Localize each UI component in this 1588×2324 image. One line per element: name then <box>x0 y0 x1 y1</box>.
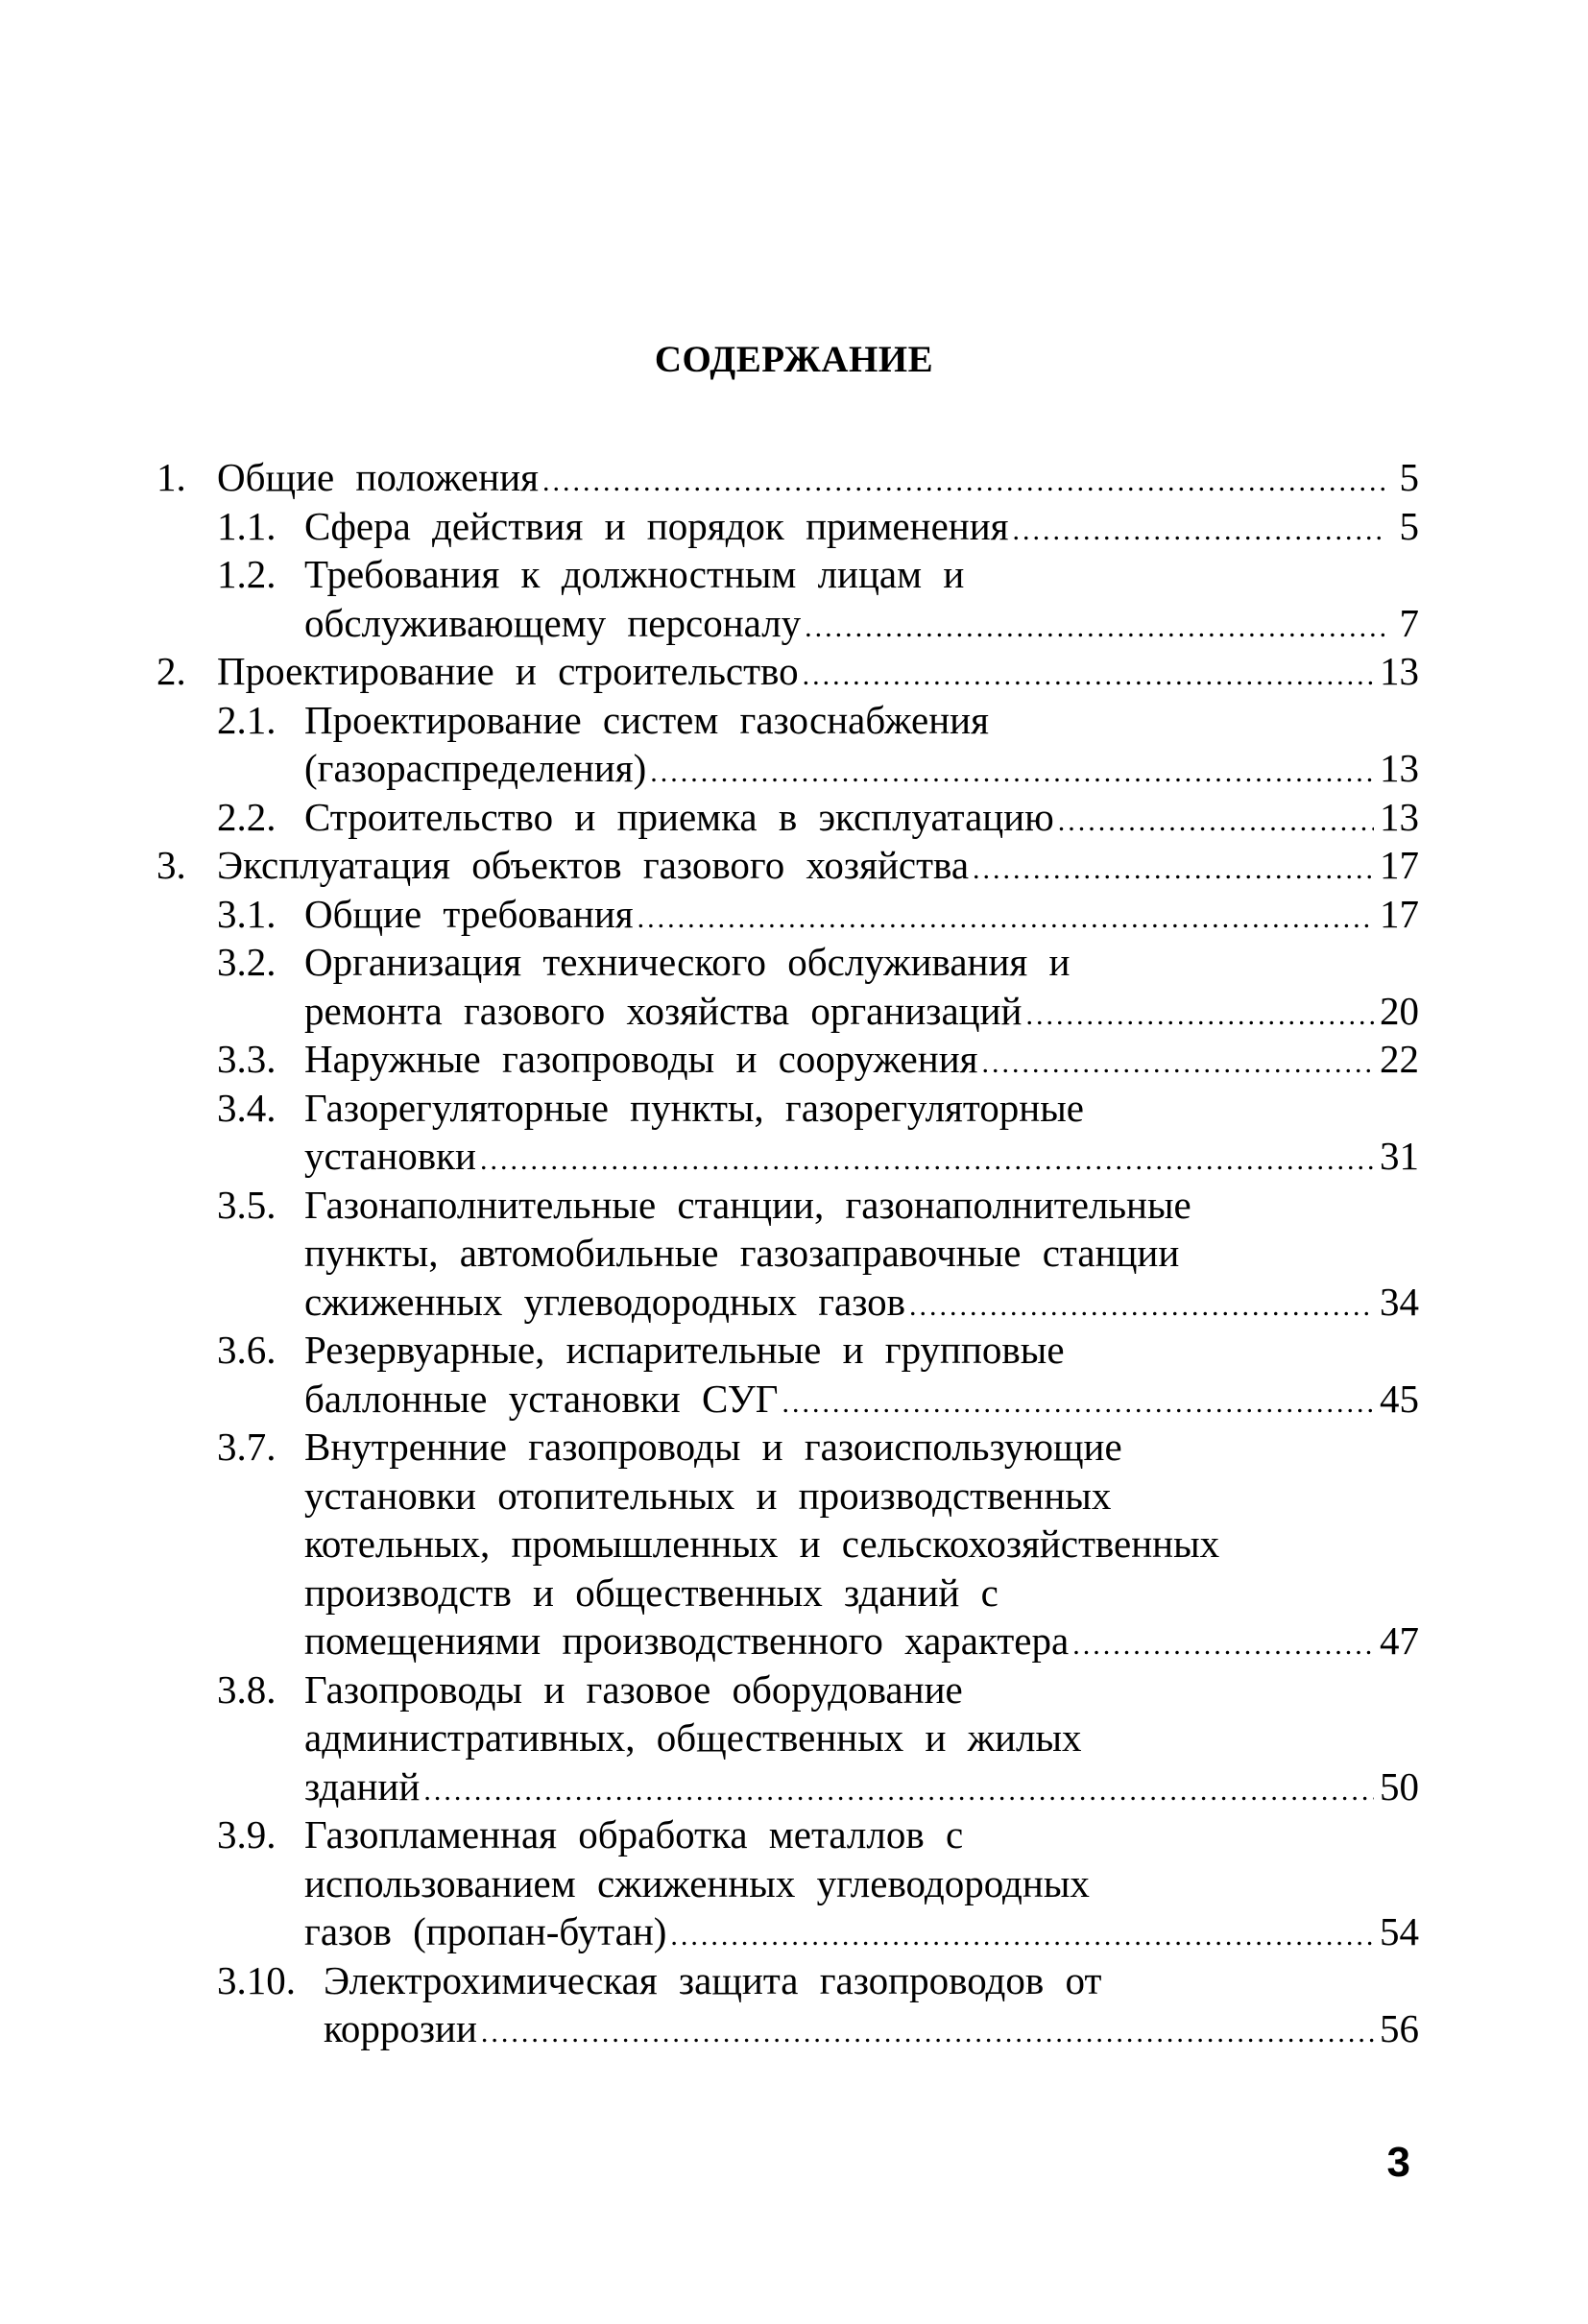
toc-entry-1-1[interactable] <box>156 502 1419 551</box>
toc-entry-title-continued: ремонта газового хозяйства организаций <box>304 988 1023 1033</box>
toc-entry-page: 56 <box>1380 2006 1419 2050</box>
toc-entry-title: Резервуарные, испарительные и групповые <box>304 1328 1065 1372</box>
table-of-contents <box>156 453 1419 2053</box>
toc-entry-3-7[interactable] <box>156 1423 1419 1472</box>
dot-leader <box>481 2009 1374 2058</box>
toc-entry-title: Требования к должностным лицам и <box>304 552 965 596</box>
toc-entry-3-4-cont[interactable] <box>156 1132 1419 1181</box>
dot-leader <box>973 846 1374 895</box>
toc-entry-number: 2.2. <box>217 794 277 839</box>
toc-entry-2-2[interactable] <box>156 793 1419 842</box>
dot-leader <box>1013 507 1384 556</box>
toc-entry-page: 17 <box>1380 843 1419 887</box>
toc-entry-3-3[interactable] <box>156 1035 1419 1084</box>
dot-leader <box>982 1040 1375 1089</box>
toc-entry-title: Газопроводы и газовое оборудование <box>304 1666 963 1712</box>
toc-entry-title: Электрохимическая защита газопроводов от <box>324 1957 1102 2002</box>
dot-leader <box>423 1767 1374 1816</box>
toc-entry-title-continued: коррозии <box>324 2006 477 2050</box>
toc-entry-page: 7 <box>1399 600 1419 645</box>
toc-entry-number: 2. <box>156 649 186 693</box>
toc-entry-3-6[interactable] <box>156 1326 1419 1375</box>
dot-leader <box>805 604 1384 653</box>
toc-entry-title: Наружные газопроводы и сооружения <box>304 1037 978 1081</box>
toc-entry-3-10[interactable] <box>156 1956 1419 2005</box>
toc-entry-title: Эксплуатация объектов газового хозяйства <box>217 843 970 887</box>
toc-entry-title: Газорегуляторные пункты, газорегуляторные <box>304 1085 1084 1130</box>
dot-leader <box>542 458 1384 507</box>
toc-entry-3-1[interactable] <box>156 890 1419 939</box>
toc-entry-3-5-cont[interactable] <box>156 1229 1419 1278</box>
toc-entry-title-continued: установки отопительных и производственных <box>304 1473 1112 1518</box>
toc-entry-3-5-cont[interactable] <box>156 1278 1419 1327</box>
toc-entry-2-1[interactable] <box>156 696 1419 745</box>
toc-entry-title-continued: административных, общественных и жилых <box>304 1715 1082 1760</box>
toc-entry-title-continued: обслуживающему персоналу <box>304 600 802 645</box>
dot-leader <box>1072 1621 1374 1670</box>
toc-entry-2[interactable] <box>156 647 1419 696</box>
dot-leader <box>638 895 1374 944</box>
toc-entry-3-9-cont[interactable] <box>156 1859 1419 1908</box>
toc-entry-page: 5 <box>1399 503 1419 548</box>
toc-entry-3-4[interactable] <box>156 1084 1419 1133</box>
toc-entry-3-7-cont[interactable] <box>156 1472 1419 1521</box>
dot-leader <box>909 1282 1374 1331</box>
toc-entry-2-1-cont[interactable] <box>156 744 1419 793</box>
page-number: 3 <box>1386 2139 1410 2186</box>
toc-entry-number: 3. <box>156 843 186 887</box>
toc-entry-3[interactable] <box>156 841 1419 890</box>
toc-entry-1[interactable] <box>156 453 1419 502</box>
toc-entry-title: Общие требования <box>304 891 634 936</box>
page-title: СОДЕРЖАНИЕ <box>654 339 934 380</box>
toc-entry-number: 3.4. <box>217 1085 277 1130</box>
dot-leader <box>782 1379 1374 1428</box>
toc-entry-3-6-cont[interactable] <box>156 1375 1419 1424</box>
toc-entry-title-continued: зданий <box>304 1763 421 1809</box>
toc-entry-title-continued: использованием сжиженных углеводородных <box>304 1860 1090 1905</box>
toc-entry-page: 45 <box>1380 1376 1419 1421</box>
toc-entry-page: 31 <box>1380 1134 1419 1178</box>
toc-entry-title-continued: сжиженных углеводородных газов <box>304 1279 906 1324</box>
dot-leader <box>670 1912 1374 1961</box>
toc-entry-number: 3.8. <box>217 1666 277 1712</box>
toc-entry-number: 3.5. <box>217 1182 277 1227</box>
toc-entry-number: 1.1. <box>217 503 277 548</box>
toc-entry-number: 3.9. <box>217 1812 277 1857</box>
toc-entry-3-5[interactable] <box>156 1181 1419 1230</box>
toc-entry-1-2[interactable] <box>156 550 1419 599</box>
dot-leader <box>803 652 1374 701</box>
toc-entry-title-continued: производств и общественных зданий с <box>304 1569 999 1615</box>
toc-entry-page: 20 <box>1380 988 1419 1033</box>
dot-leader <box>1058 798 1374 847</box>
toc-entry-title: Проектирование и строительство <box>217 649 799 693</box>
toc-entry-title-continued: установки <box>304 1134 476 1178</box>
toc-entry-number: 3.1. <box>217 891 277 936</box>
toc-entry-3-9-cont[interactable] <box>156 1907 1419 1956</box>
toc-entry-3-8[interactable] <box>156 1665 1419 1714</box>
toc-entry-page: 13 <box>1380 649 1419 693</box>
toc-entry-title: Организация технического обслуживания и <box>304 940 1071 984</box>
toc-entry-number: 3.6. <box>217 1328 277 1372</box>
toc-entry-3-2-cont[interactable] <box>156 987 1419 1036</box>
toc-entry-title: Проектирование систем газоснабжения <box>304 697 989 742</box>
toc-entry-3-7-cont[interactable] <box>156 1617 1419 1665</box>
toc-entry-1-2-cont[interactable] <box>156 599 1419 648</box>
toc-entry-number: 3.2. <box>217 940 277 984</box>
toc-entry-page: 47 <box>1380 1618 1419 1663</box>
toc-entry-title-continued: (газораспределения) <box>304 746 647 790</box>
toc-entry-page: 34 <box>1380 1279 1419 1324</box>
dot-leader <box>650 749 1374 798</box>
toc-entry-title: Общие положения <box>217 455 539 499</box>
dot-leader <box>480 1137 1374 1186</box>
toc-entry-number: 1.2. <box>217 552 277 596</box>
toc-entry-number: 3.7. <box>217 1425 277 1469</box>
toc-entry-title-continued: газов (пропан-бутан) <box>304 1909 667 1953</box>
toc-entry-3-2[interactable] <box>156 938 1419 987</box>
toc-entry-title-continued: пункты, автомобильные газозаправочные станции <box>304 1231 1180 1275</box>
toc-entry-page: 22 <box>1380 1037 1419 1081</box>
toc-entry-title: Газопламенная обработка металлов с <box>304 1812 964 1857</box>
toc-entry-title: Внутренние газопроводы и газоиспользующие <box>304 1425 1122 1469</box>
toc-entry-title-continued: помещениями производственного характера <box>304 1618 1070 1663</box>
toc-entry-title-continued: котельных, промышленных и сельскохозяйственных <box>304 1521 1220 1566</box>
toc-entry-number: 3.10. <box>217 1957 296 2002</box>
toc-entry-3-7-cont[interactable] <box>156 1569 1419 1617</box>
toc-entry-page: 50 <box>1380 1763 1419 1809</box>
toc-entry-number: 3.3. <box>217 1037 277 1081</box>
toc-entry-title: Сфера действия и порядок применения <box>304 503 1009 548</box>
toc-entry-number: 2.1. <box>217 697 277 742</box>
toc-entry-page: 13 <box>1380 746 1419 790</box>
toc-entry-title-continued: баллонные установки СУГ <box>304 1376 779 1421</box>
toc-entry-title: Строительство и приемка в эксплуатацию <box>304 794 1054 839</box>
toc-entry-number: 1. <box>156 455 186 499</box>
toc-entry-3-7-cont[interactable] <box>156 1520 1419 1569</box>
toc-entry-3-8-cont[interactable] <box>156 1713 1419 1762</box>
toc-entry-page: 13 <box>1380 794 1419 839</box>
toc-entry-3-8-cont[interactable] <box>156 1762 1419 1811</box>
toc-entry-page: 17 <box>1380 891 1419 936</box>
toc-entry-3-10-cont[interactable] <box>156 2004 1419 2053</box>
toc-entry-page: 54 <box>1380 1909 1419 1953</box>
toc-entry-title: Газонаполнительные станции, газонаполнительные <box>304 1182 1191 1227</box>
dot-leader <box>1025 992 1374 1041</box>
toc-entry-page: 5 <box>1399 455 1419 499</box>
toc-entry-3-9[interactable] <box>156 1810 1419 1859</box>
